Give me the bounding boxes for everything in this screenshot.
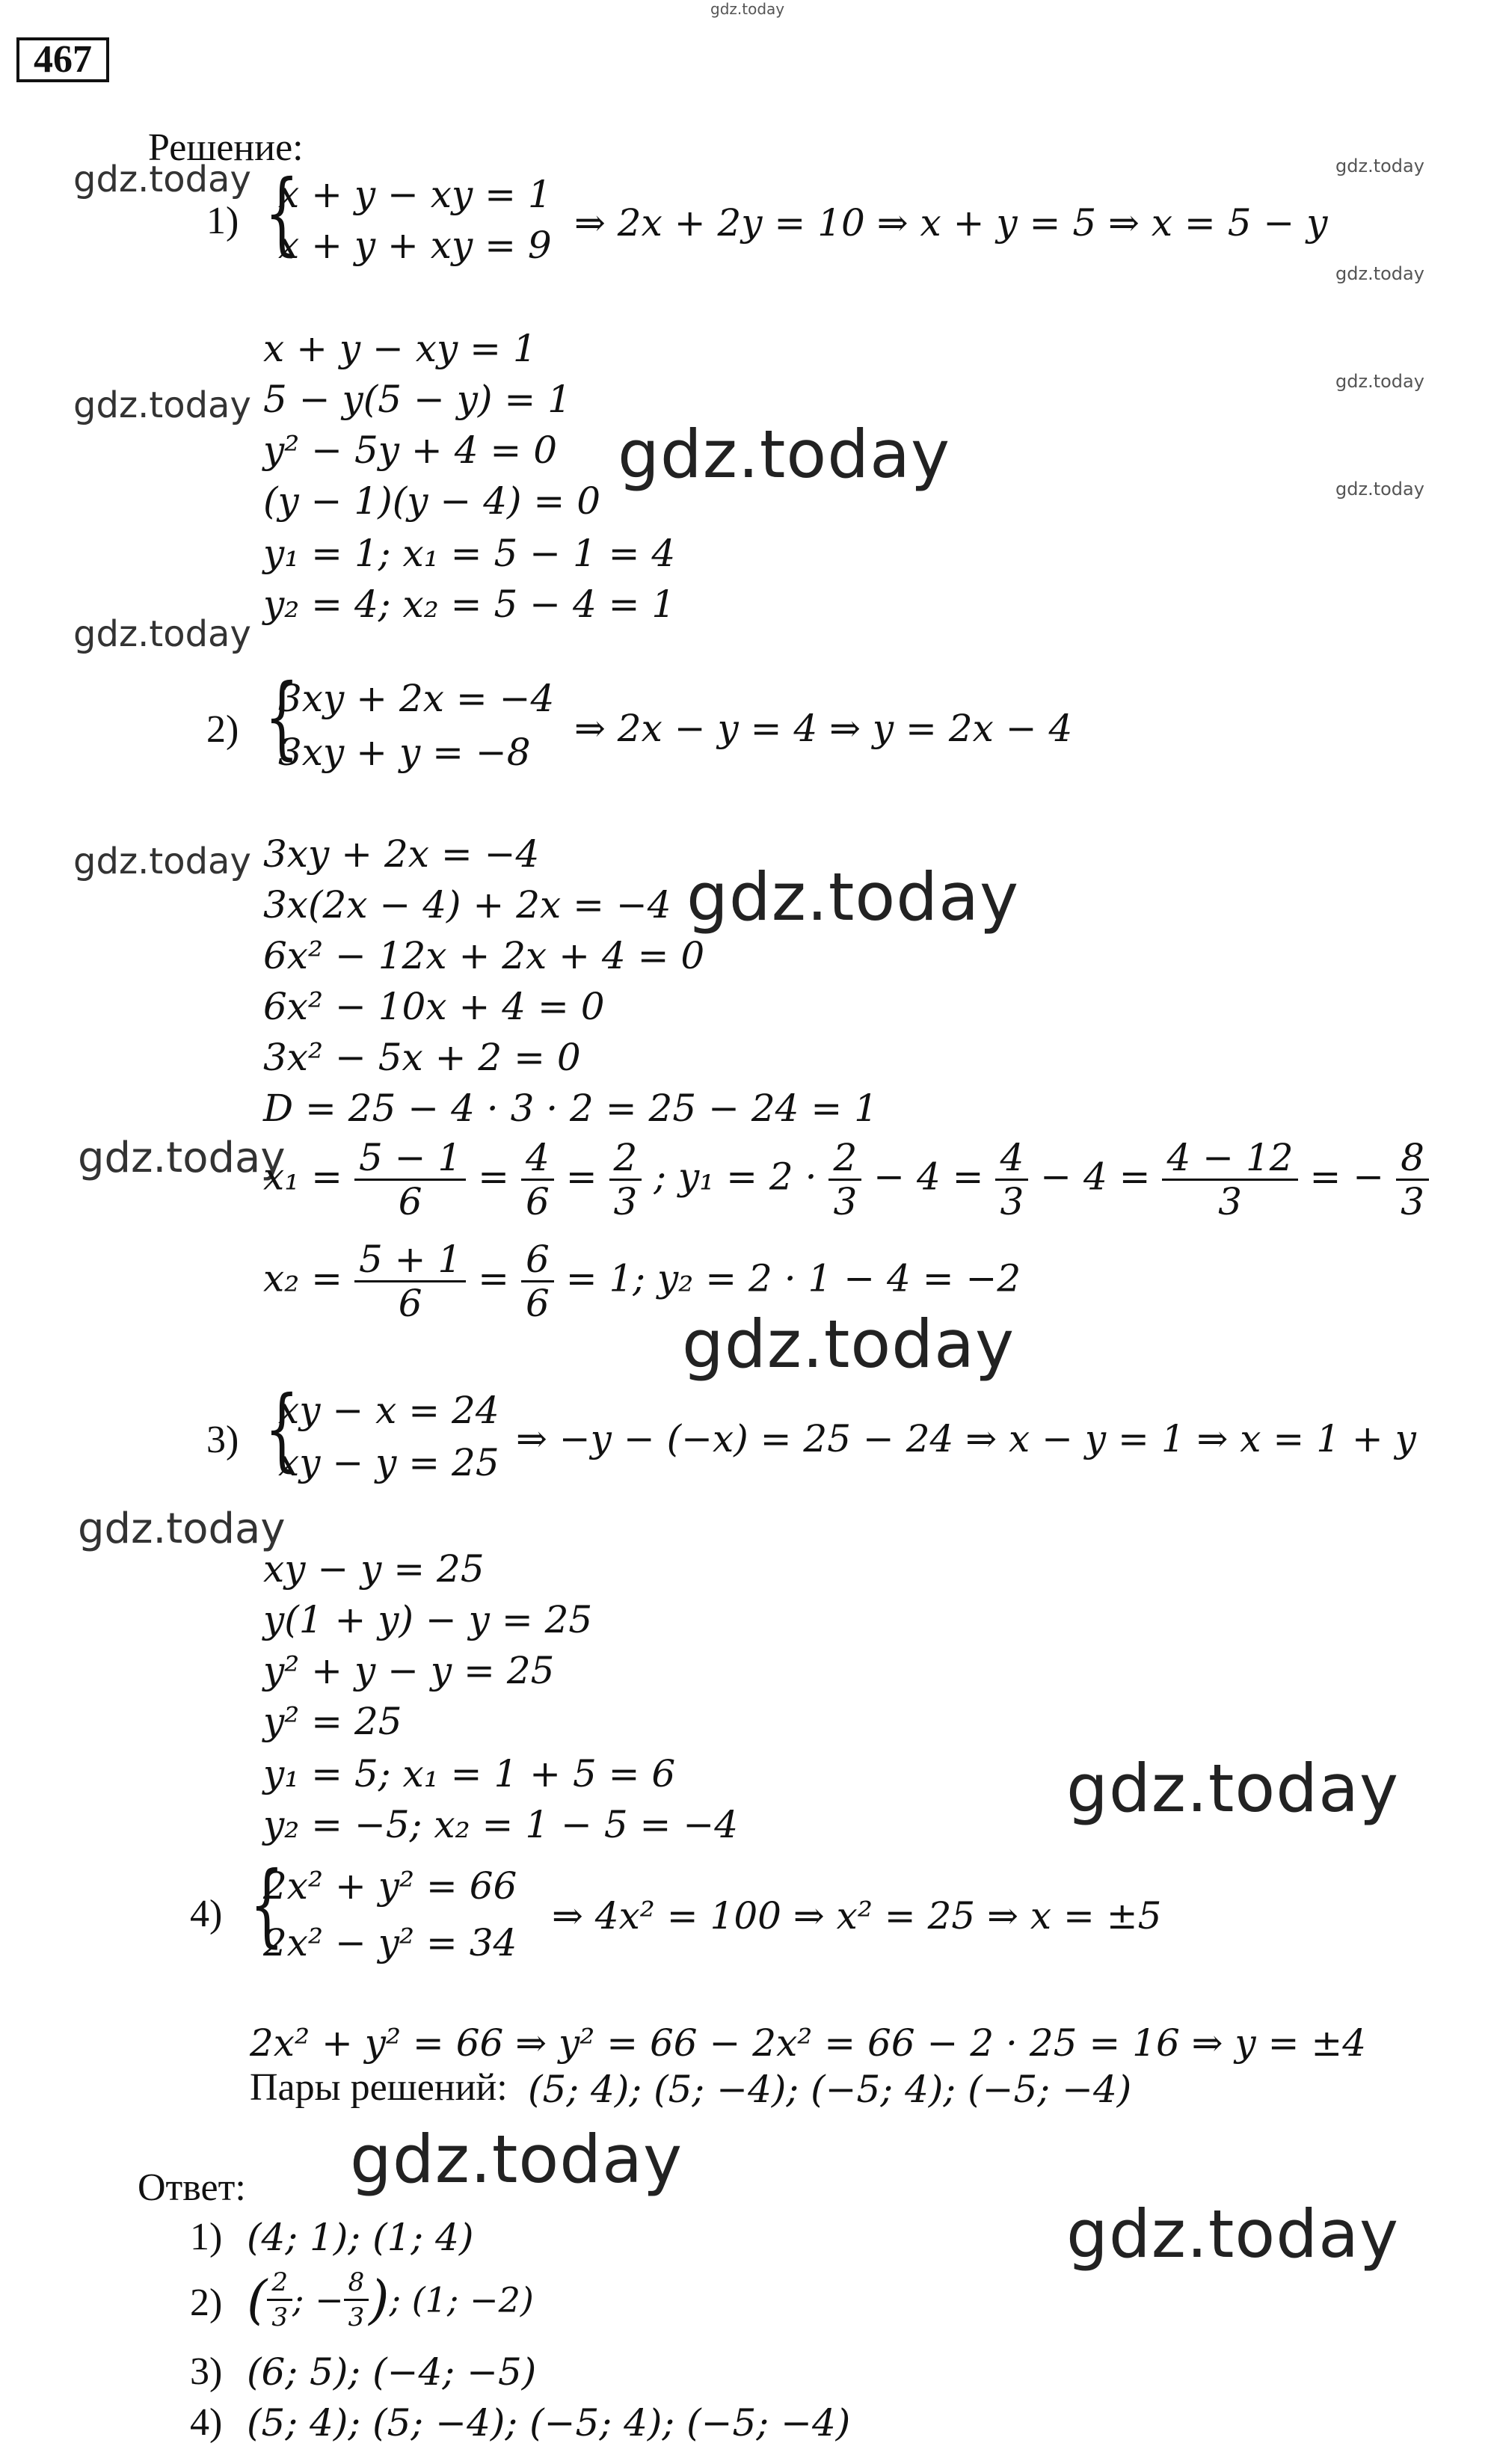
answer-4-number: 4) — [190, 2401, 223, 2444]
part3-system-eq2: xy − y = 25 — [278, 1441, 499, 1484]
part2-system-eq2: 3xy + y = −8 — [278, 731, 531, 774]
fraction: $\frac{4}{3}$ — [995, 1137, 1028, 1223]
part3-step: y² + y − y = 25 — [263, 1649, 555, 1692]
watermark-small: gdz.today — [1335, 371, 1424, 392]
part2-step: 3x² − 5x + 2 = 0 — [263, 1036, 581, 1079]
watermark-medium: gdz.today — [73, 841, 251, 882]
fraction: $\frac{2}{3}$ — [828, 1137, 861, 1223]
watermark-large: gdz.today — [350, 2121, 683, 2198]
system-brace: { — [265, 666, 299, 769]
site-label: gdz.today — [710, 0, 785, 18]
watermark-large: gdz.today — [1066, 1750, 1400, 1827]
watermark-small: gdz.today — [1335, 479, 1424, 500]
answer-3: (6; 5); (−4; −5) — [247, 2350, 537, 2394]
watermark-medium: gdz.today — [73, 159, 251, 200]
part4-system-eq2: 2x² − y² = 34 — [263, 1921, 517, 1964]
pairs-values: (5; 4); (5; −4); (−5; 4); (−5; −4) — [528, 2068, 1132, 2111]
part2-x1-line: x₁ = $\frac{5 - 1}{6}$ = $\frac{4}{6}$ = $\frac{2}{3}$ ; y₁ = 2 · $\frac{2}{3}$ − 4 = $\frac{4}{3}$ − 4 = $\frac{4 - 12}{3}$ = − $\frac{8}{3}$ — [263, 1137, 1429, 1223]
answer-1-number: 1) — [190, 2216, 223, 2258]
pairs-label: Пары решений: — [250, 2066, 508, 2109]
watermark-medium: gdz.today — [78, 1505, 286, 1553]
part1-step: y² − 5y + 4 = 0 — [263, 428, 558, 472]
part2-system-eq1: 3xy + 2x = −4 — [278, 677, 555, 720]
watermark-medium: gdz.today — [73, 384, 251, 426]
part2-x2-line: x₂ = $\frac{5 + 1}{6}$ = $\frac{6}{6}$ = 1; y₂ = 2 · 1 − 4 = −2 — [263, 1238, 1021, 1325]
system-brace: { — [250, 1853, 284, 1957]
part3-derivation: ⇒ −y − (−x) = 25 − 24 ⇒ x − y = 1 ⇒ x = 1 + y — [516, 1417, 1416, 1460]
fraction: $\frac{8}{3}$ — [1396, 1137, 1429, 1223]
fraction: $\frac{5 + 1}{6}$ — [354, 1238, 466, 1324]
fraction: $\frac{2}{3}$ — [267, 2266, 292, 2334]
watermark-large: gdz.today — [686, 858, 1020, 935]
part1-step: y₂ = 4; x₂ = 5 − 4 = 1 — [263, 583, 676, 626]
part2-step: D = 25 − 4 · 3 · 2 = 25 − 24 = 1 — [263, 1087, 878, 1130]
part1-number: 1) — [206, 200, 239, 242]
part3-step: y₁ = 5; x₁ = 1 + 5 = 6 — [263, 1752, 676, 1795]
part3-system-eq1: xy − x = 24 — [278, 1389, 499, 1432]
part1-step: y₁ = 1; x₁ = 5 − 1 = 4 — [263, 532, 676, 575]
fraction: $\frac{2}{3}$ — [609, 1137, 642, 1223]
watermark-medium: gdz.today — [78, 1134, 286, 1182]
part4-number: 4) — [190, 1893, 223, 1935]
watermark-small: gdz.today — [1335, 156, 1424, 176]
part4-line: 2x² + y² = 66 ⇒ y² = 66 − 2x² = 66 − 2 · 25 = 16 ⇒ y = ±4 — [250, 2021, 1367, 2065]
watermark-medium: gdz.today — [73, 613, 251, 655]
problem-number: 467 — [16, 37, 109, 82]
part3-number: 3) — [206, 1419, 239, 1461]
watermark-large: gdz.today — [1066, 2196, 1400, 2273]
part1-derivation: ⇒ 2x + 2y = 10 ⇒ x + y = 5 ⇒ x = 5 − y — [574, 201, 1328, 245]
part1-system-eq1: x + y − xy = 1 — [278, 173, 552, 216]
x1-lhs: x₁ = — [263, 1155, 343, 1199]
part2-step: 3x(2x − 4) + 2x = −4 — [263, 883, 671, 927]
solution-label: Решение: — [148, 126, 304, 169]
part2-number: 2) — [206, 708, 239, 751]
answer-2-number: 2) — [190, 2282, 223, 2324]
fraction: $\frac{4}{6}$ — [521, 1137, 554, 1223]
part1-system-eq2: x + y + xy = 9 — [278, 224, 552, 267]
part3-step: y² = 25 — [263, 1700, 402, 1743]
x2-lhs: x₂ = — [263, 1256, 343, 1300]
watermark-large: gdz.today — [682, 1306, 1015, 1383]
part1-step: (y − 1)(y − 4) = 0 — [263, 479, 601, 523]
part2-step: 3xy + 2x = −4 — [263, 832, 540, 876]
part3-step: xy − y = 25 — [263, 1547, 485, 1591]
part2-step: 6x² − 12x + 2x + 4 = 0 — [263, 934, 705, 977]
answer-label: Ответ: — [138, 2166, 246, 2209]
part4-system-eq1: 2x² + y² = 66 — [263, 1864, 517, 1908]
watermark-large: gdz.today — [618, 416, 951, 493]
fraction: $\frac{5 - 1}{6}$ — [354, 1137, 466, 1223]
fraction: $\frac{4 - 12}{3}$ — [1162, 1137, 1297, 1223]
fraction: $\frac{8}{3}$ — [344, 2266, 369, 2334]
part2-step: 6x² − 10x + 4 = 0 — [263, 985, 605, 1028]
fraction: $\frac{6}{6}$ — [521, 1238, 554, 1324]
part2-derivation: ⇒ 2x − y = 4 ⇒ y = 2x − 4 — [574, 707, 1073, 750]
answer-2: ( $\frac{2}{3}$ ; − $\frac{8}{3}$ ); (1; −2) — [247, 2267, 534, 2332]
watermark-small: gdz.today — [1335, 263, 1424, 284]
answer-1: (4; 1); (1; 4) — [247, 2216, 474, 2259]
part3-step: y₂ = −5; x₂ = 1 − 5 = −4 — [263, 1803, 739, 1846]
answer-3-number: 3) — [190, 2350, 223, 2393]
part4-derivation: ⇒ 4x² = 100 ⇒ x² = 25 ⇒ x = ±5 — [552, 1894, 1162, 1938]
part1-step: x + y − xy = 1 — [263, 327, 537, 370]
part3-step: y(1 + y) − y = 25 — [263, 1598, 593, 1641]
system-brace: { — [265, 1377, 299, 1481]
part1-step: 5 − y(5 − y) = 1 — [263, 378, 571, 421]
system-brace: { — [265, 162, 299, 265]
answer-4: (5; 4); (5; −4); (−5; 4); (−5; −4) — [247, 2401, 851, 2445]
